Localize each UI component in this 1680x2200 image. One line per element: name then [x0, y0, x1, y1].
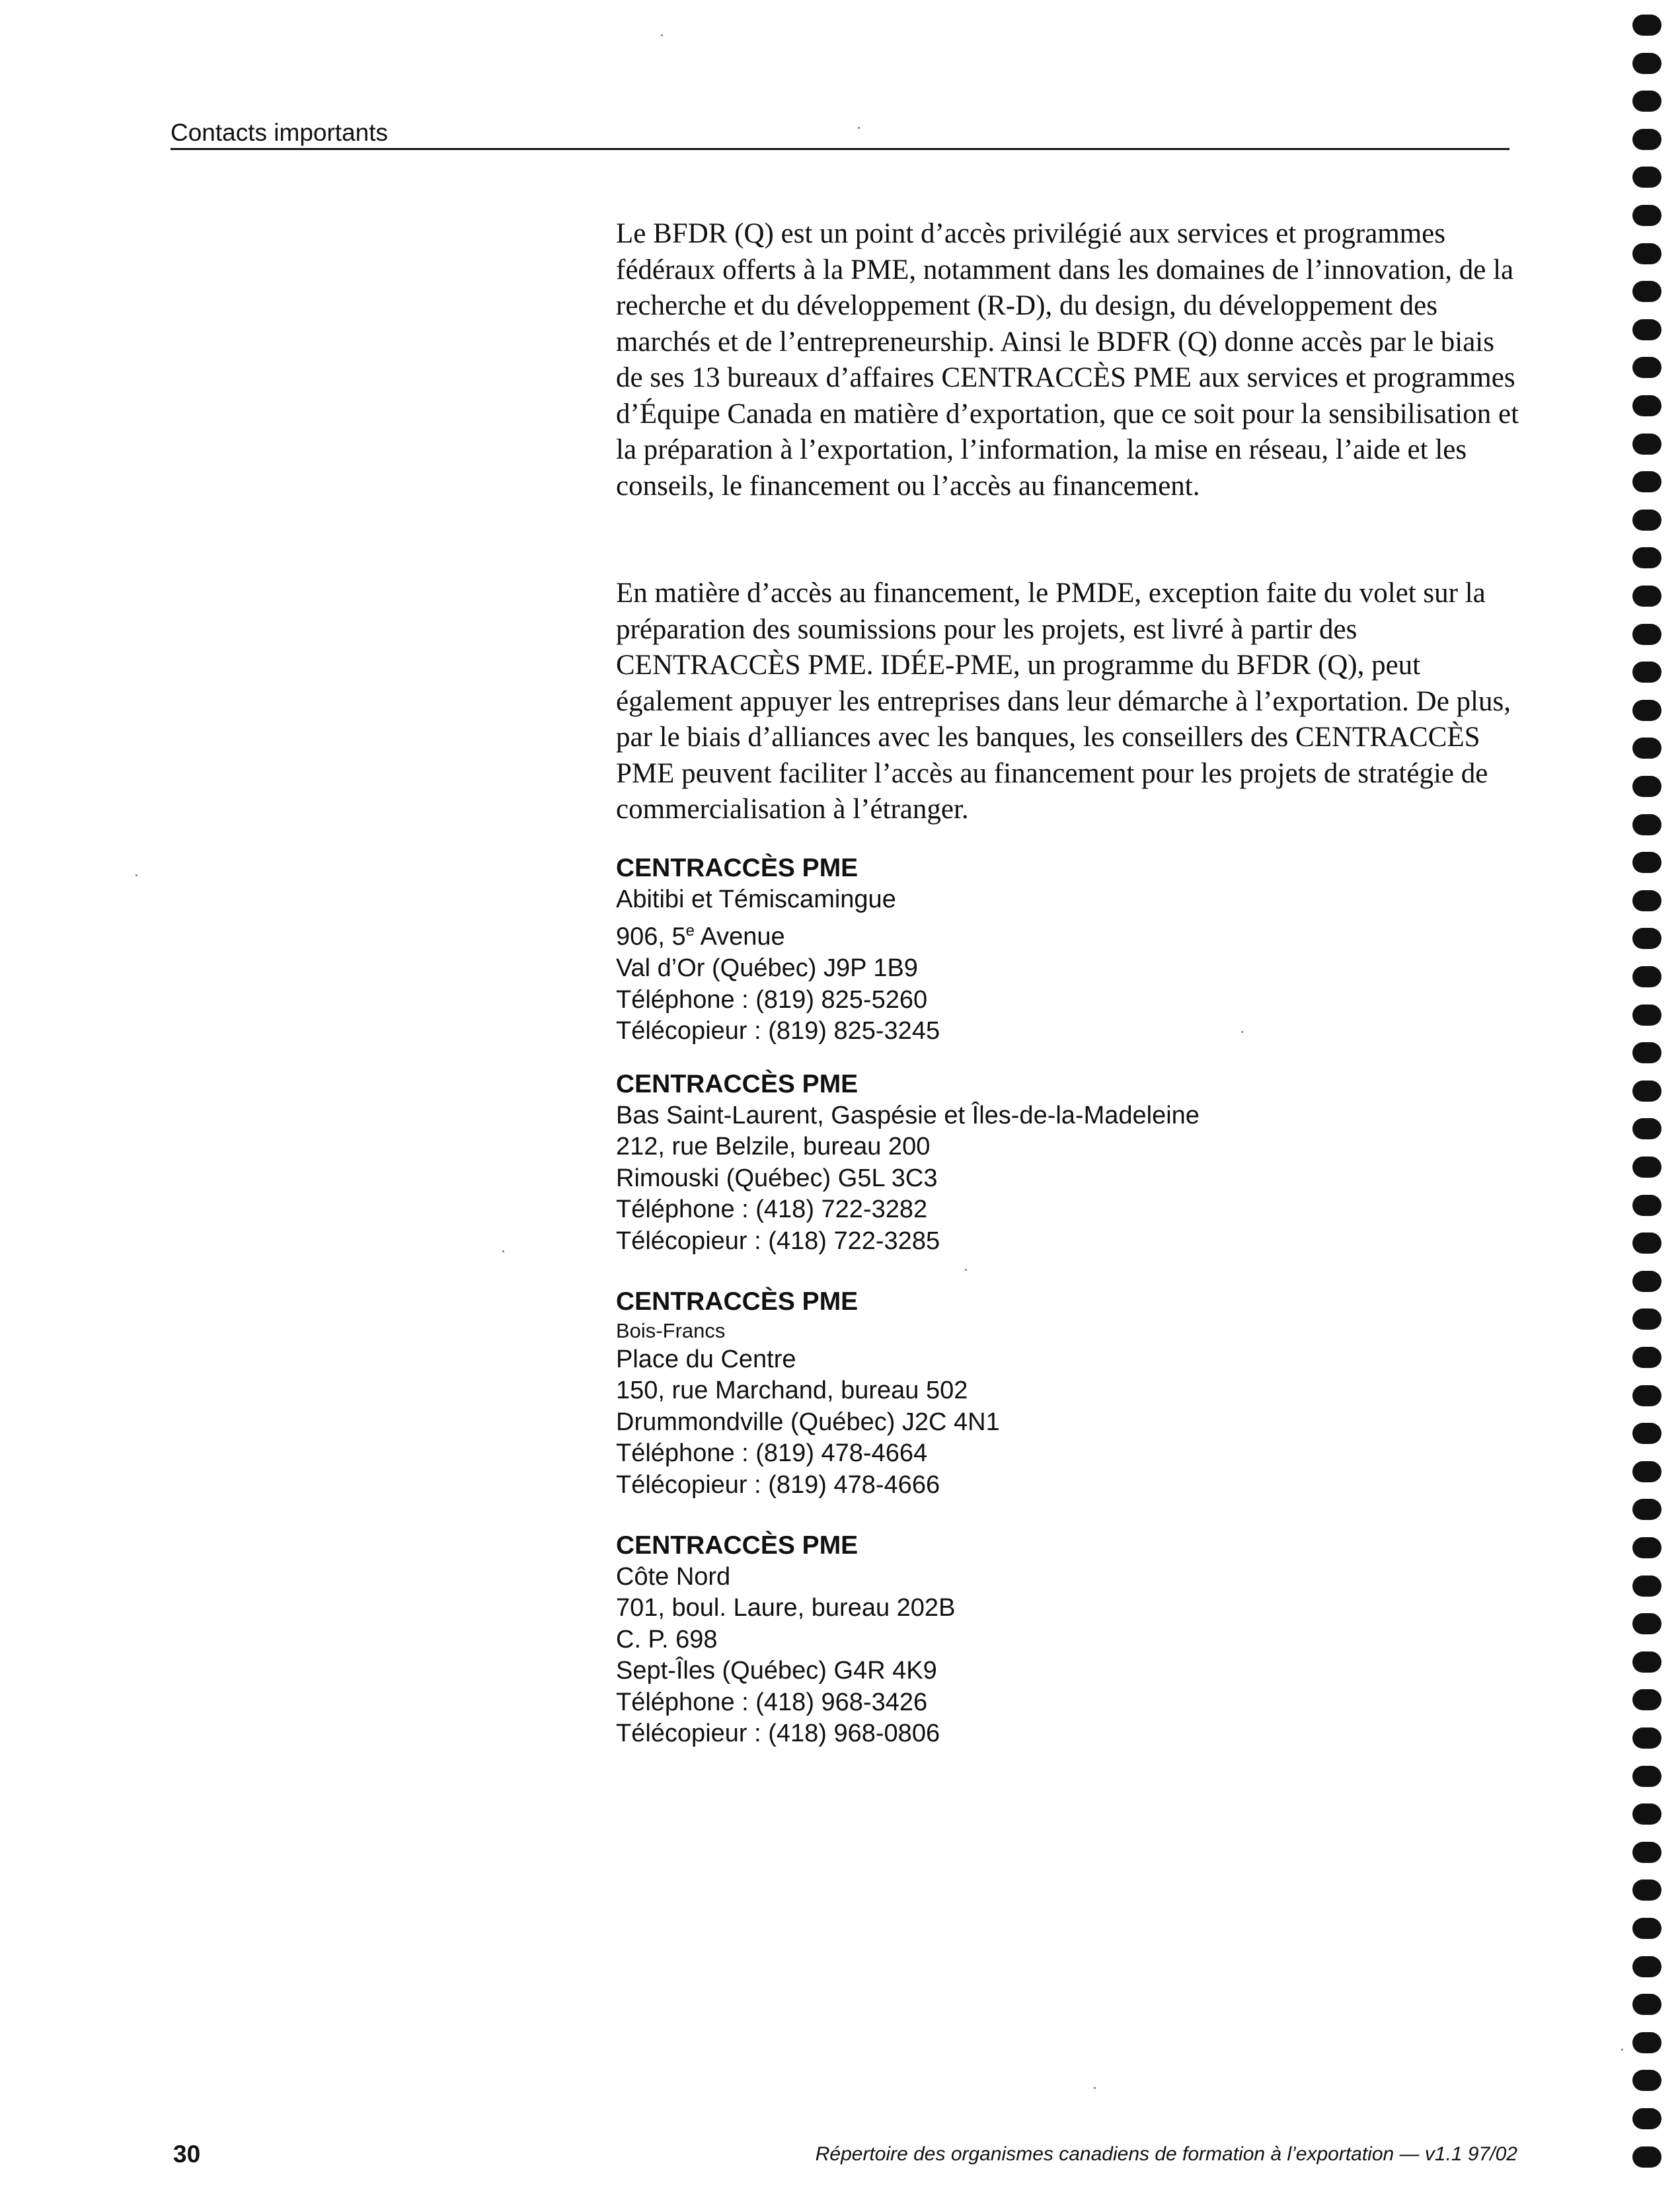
binding-hole	[1632, 2032, 1661, 2053]
contact-block-cote-nord	[616, 1530, 955, 1750]
contact-name: CENTRACCÈS PME	[616, 1070, 859, 1098]
contact-address: 701, boul. Laure, bureau 202B	[616, 1594, 956, 1622]
binding-hole	[1632, 1879, 1661, 1901]
binding-hole	[1632, 1575, 1661, 1597]
binding-hole	[1632, 2108, 1661, 2129]
contact-region: Bois-Francs	[616, 1318, 726, 1342]
binding-hole	[1632, 510, 1661, 531]
binding-hole	[1632, 1842, 1661, 1863]
scan-speck	[661, 34, 663, 36]
contact-phone: Téléphone : (819) 478-4664	[616, 1439, 928, 1467]
binding-hole	[1632, 1918, 1661, 1939]
binding-hole	[1632, 1271, 1661, 1292]
binding-hole	[1632, 53, 1661, 74]
binding-hole	[1632, 395, 1661, 416]
contact-name: CENTRACCÈS PME	[616, 1531, 859, 1560]
page-number: 30	[173, 2141, 201, 2168]
scan-speck	[965, 1269, 967, 1271]
scan-speck	[1621, 2049, 1623, 2051]
binding-hole	[1632, 1537, 1661, 1558]
binding-hole	[1632, 586, 1661, 607]
binding-hole	[1632, 662, 1661, 683]
binding-hole	[1632, 471, 1661, 492]
contact-address: 212, rue Belzile, bureau 200	[616, 1133, 931, 1160]
footer-title: Répertoire des organismes canadiens de formation à l’exportation — v1.1 97/02	[815, 2143, 1517, 2165]
binding-hole	[1632, 167, 1661, 188]
contact-region: Bas Saint-Laurent, Gaspésie et Îles-de-la-Madeleine	[616, 1101, 1200, 1129]
binding-hole	[1632, 852, 1661, 873]
binding-hole	[1632, 1081, 1661, 1102]
binding-hole	[1632, 357, 1661, 378]
binding-hole	[1632, 1309, 1661, 1330]
binding-hole	[1632, 1005, 1661, 1026]
binding-hole	[1632, 1385, 1661, 1406]
contact-block-bas-saint-laurent	[616, 1069, 1200, 1257]
binding-hole	[1632, 1613, 1661, 1634]
binding-hole	[1632, 547, 1661, 568]
binding-hole	[1632, 2146, 1661, 2168]
contact-phone: Téléphone : (819) 825-5260	[616, 985, 928, 1014]
binding-hole	[1632, 814, 1661, 835]
binding-hole	[1632, 129, 1661, 150]
binding-hole	[1632, 243, 1661, 264]
binding-hole	[1632, 205, 1661, 226]
contact-city: Val d’Or (Québec) J9P 1B9	[616, 954, 918, 983]
contact-region: Côte Nord	[616, 1562, 731, 1591]
binding-hole	[1632, 624, 1661, 645]
contact-address: 906, 5e Avenue	[616, 922, 785, 951]
binding-hole	[1632, 1461, 1661, 1482]
binding-hole	[1632, 1157, 1661, 1178]
binding-hole	[1632, 966, 1661, 987]
contact-name: CENTRACCÈS PME	[616, 854, 859, 882]
binding-hole	[1632, 1195, 1661, 1216]
binding-hole	[1632, 776, 1661, 797]
intro-paragraph: Le BFDR (Q) est un point d’accès privilégié aux services et programmes fédéraux offerts à la PME, notamment dans les domaines de l’innovation, de la recherche et du développement (R-D), du design, du développement des marchés et de l’entrepreneurship. Ainsi le BDFR (Q) donne accès par le biais de ses 13 bureaux d’affaires CENTRACCÈS PME aux services et programmes d’Équipe Canada en matière d’exportation, que ce soit pour la sensibilisation et la préparation à l’exportation, l’information, la mise en réseau, l’aide et les conseils, le financement ou l’accès au financement.	[616, 218, 1519, 502]
binding-hole	[1632, 2070, 1661, 2091]
page-header	[171, 119, 1509, 150]
financing-paragraph: En matière d’accès au financement, le PMDE, exception faite du volet sur la préparation des soumissions pour les projets, est livré à partir des CENTRACCÈS PME. IDÉE-PME, un programme du BFDR (Q), peut également appuyer les entreprises dans leur démarche à l’exportation. De plus, par le biais d’alliances avec les banques, les conseillers des CENTRACCÈS PME peuvent faciliter l’accès au financement pour les projets de stratégie de commercialisation à l’étranger.	[616, 578, 1511, 825]
binding-hole	[1632, 1766, 1661, 1787]
scan-speck	[858, 127, 860, 129]
contact-po-box: C. P. 698	[616, 1625, 718, 1653]
contact-city: Rimouski (Québec) G5L 3C3	[616, 1164, 938, 1192]
binding-hole	[1632, 15, 1661, 36]
binding-hole	[1632, 91, 1661, 112]
scan-speck	[502, 1250, 504, 1252]
scan-speck	[135, 874, 137, 876]
contact-block-bois-francs	[616, 1286, 1000, 1501]
binding-hole	[1632, 1042, 1661, 1063]
binding-hole	[1632, 1347, 1661, 1368]
section-title: Contacts importants	[171, 119, 389, 146]
binding-hole	[1632, 1423, 1661, 1444]
binding-hole	[1632, 1803, 1661, 1825]
contact-phone: Téléphone : (418) 722-3282	[616, 1195, 928, 1223]
binding-hole	[1632, 434, 1661, 455]
binding-hole	[1632, 890, 1661, 911]
binding-hole	[1632, 1994, 1661, 2015]
binding-holes	[1632, 0, 1672, 2200]
contact-fax: Télécopieur : (418) 968-0806	[616, 1720, 940, 1747]
contact-block-abitibi	[616, 853, 940, 1047]
contact-fax: Télécopieur : (819) 478-4666	[616, 1470, 940, 1499]
binding-hole	[1632, 281, 1661, 302]
contact-fax: Télécopieur : (819) 825-3245	[616, 1017, 940, 1045]
contact-phone: Téléphone : (418) 968-3426	[616, 1688, 928, 1716]
binding-hole	[1632, 738, 1661, 759]
binding-hole	[1632, 700, 1661, 721]
contact-place: Place du Centre	[616, 1345, 796, 1373]
binding-hole	[1632, 1651, 1661, 1673]
binding-hole	[1632, 1727, 1661, 1749]
contact-city: Sept-Îles (Québec) G4R 4K9	[616, 1657, 937, 1685]
binding-hole	[1632, 1118, 1661, 1139]
binding-hole	[1632, 1233, 1661, 1254]
binding-hole	[1632, 928, 1661, 949]
contact-address: 150, rue Marchand, bureau 502	[616, 1377, 968, 1404]
contact-city: Drummondville (Québec) J2C 4N1	[616, 1408, 1000, 1436]
binding-hole	[1632, 1499, 1661, 1520]
contact-fax: Télécopieur : (418) 722-3285	[616, 1227, 940, 1255]
contact-name: CENTRACCÈS PME	[616, 1287, 859, 1316]
scan-speck	[1241, 1031, 1243, 1033]
binding-hole	[1632, 319, 1661, 340]
contact-region: Abitibi et Témiscamingue	[616, 885, 896, 913]
scan-speck	[1094, 2087, 1096, 2089]
binding-hole	[1632, 1956, 1661, 1977]
binding-hole	[1632, 1689, 1661, 1710]
